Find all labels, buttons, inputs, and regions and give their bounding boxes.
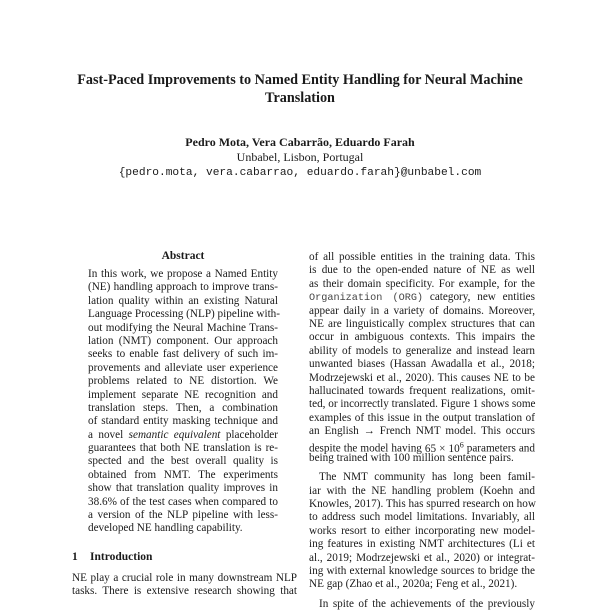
math-exponent: 6 xyxy=(459,440,464,450)
abstract-line: of standard entity masking technique and xyxy=(88,415,278,428)
abstract-body xyxy=(88,268,281,536)
code-term: Organization (ORG) xyxy=(309,293,424,305)
abstract-line: Language Processing (NLP) pipeline with- xyxy=(88,308,281,321)
body-line: Modrzejewski et al., 2020). This causes NE to be xyxy=(309,371,535,384)
body-text: category, new entities xyxy=(423,291,535,304)
abstract-line: lation quality within an existing Natural xyxy=(88,294,278,307)
abstract-line: lation (NMT) component. Our approach xyxy=(88,334,278,347)
abstract-line: guarantees that both NE translation is re- xyxy=(88,442,278,455)
body-line: In spite of the achievements of the previously xyxy=(319,597,535,610)
abstract-line: a version of the NLP pipeline with less- xyxy=(88,509,278,522)
body-line: as their domain specificity. For example, for the xyxy=(309,277,535,290)
body-line: ted, or incorrectly translated. Figure 1 shows some xyxy=(309,398,536,411)
introduction-body xyxy=(72,572,297,599)
abstract-line: In this work, we propose a Named Entity xyxy=(88,268,278,280)
body-line xyxy=(309,438,535,456)
abstract-line: obtained from NMT. The experiments xyxy=(88,468,278,481)
section-number: 1 xyxy=(72,551,78,563)
body-line: to address such model limitations. Invariably, all xyxy=(309,511,535,524)
abstract-line: developed NE handling capability. xyxy=(88,522,243,535)
paper-affiliation: Unbabel, Lisbon, Portugal xyxy=(236,150,364,164)
body-line: an English → French NMT model. This occurs xyxy=(309,425,535,438)
body-line: works resort to either incorporating new model- xyxy=(309,524,535,537)
introduction-line: tasks. There is extensive research showing that xyxy=(72,585,297,598)
body-line: ing features in existing NMT architectures (Li et xyxy=(309,538,535,551)
abstract-line: seeks to enable fast delivery of such im- xyxy=(88,348,278,361)
body-line: appear daily in a variety of domains. Moreover, xyxy=(309,304,535,317)
math-base: 65 × 10 xyxy=(424,443,460,456)
abstract-line: problems related to NE distortion. We xyxy=(88,375,278,388)
body-line: hallucinated towards frequent realizations, omit- xyxy=(309,384,535,397)
body-line: examples of this issue in the output translation of xyxy=(309,411,535,424)
abstract-text: a novel xyxy=(88,428,129,441)
body-text: despite the model having xyxy=(309,443,425,456)
body-line: ing with external knowledge sources to bridge the xyxy=(309,564,535,577)
body-line: being trained with 100 million sentence pairs. xyxy=(309,451,514,464)
paper-email: {pedro.mota, vera.cabarrao, eduardo.farah}@unbabel.com xyxy=(118,167,482,179)
abstract-line: out modifying the Neural Machine Trans- xyxy=(88,321,278,334)
abstract-line xyxy=(88,429,278,442)
abstract-line: show that translation quality improves in xyxy=(88,482,278,495)
section-heading-introduction xyxy=(72,550,152,564)
paper-title-line-1: Fast-Paced Improvements to Named Entity Handling for Neural Machine xyxy=(77,72,523,88)
abstract-text: placeholder xyxy=(220,428,279,441)
abstract-line: translation steps. Then, a combination xyxy=(88,401,278,414)
abstract-line: 38.6% of the test cases when compared to xyxy=(88,495,278,508)
introduction-line: NE play a crucial role in many downstream NLP xyxy=(72,572,297,584)
right-column xyxy=(309,251,535,611)
paper-title xyxy=(40,71,560,107)
body-line: al., 2019; Modrzejewski et al., 2020) or integrat- xyxy=(309,551,535,564)
abstract-line: spected and the best overall quality is xyxy=(88,455,278,468)
body-text: parameters and xyxy=(463,443,535,456)
body-line: of all possible entities in the training data. This xyxy=(309,251,535,263)
abstract-italic-term: semantic equivalent xyxy=(128,428,221,441)
body-line: NE gap (Zhao et al., 2020a; Feng et al., 2021). xyxy=(309,578,518,591)
body-line: The NMT community has long been famil- xyxy=(319,471,535,484)
abstract-line: (NE) handling approach to improve trans- xyxy=(88,281,278,294)
abstract-line: provements and alleviate user experience xyxy=(88,361,278,374)
body-line xyxy=(309,291,535,304)
body-line: unwanted biases (Hassan Awadalla et al., 2018; xyxy=(309,358,535,371)
paper-authors: Pedro Mota, Vera Cabarrão, Eduardo Farah xyxy=(185,135,415,149)
body-line: Knowles, 2017). This has spurred research on how xyxy=(309,498,536,511)
abstract-heading: Abstract xyxy=(161,250,205,262)
abstract-line: implement separate NE recognition and xyxy=(88,388,278,401)
body-line: is due to the open-ended nature of NE as well xyxy=(309,264,535,277)
paper-title-line-2: Translation xyxy=(265,90,335,106)
body-line: ability of models to generalize and instead learn xyxy=(309,344,535,357)
body-line: occur in ambiguous contexts. This impairs the xyxy=(309,331,535,344)
section-title: Introduction xyxy=(90,551,153,563)
body-line: NE are linguistically complex structures that can xyxy=(309,317,535,330)
body-line: iar with the NE handling problem (Koehn and xyxy=(309,484,535,497)
